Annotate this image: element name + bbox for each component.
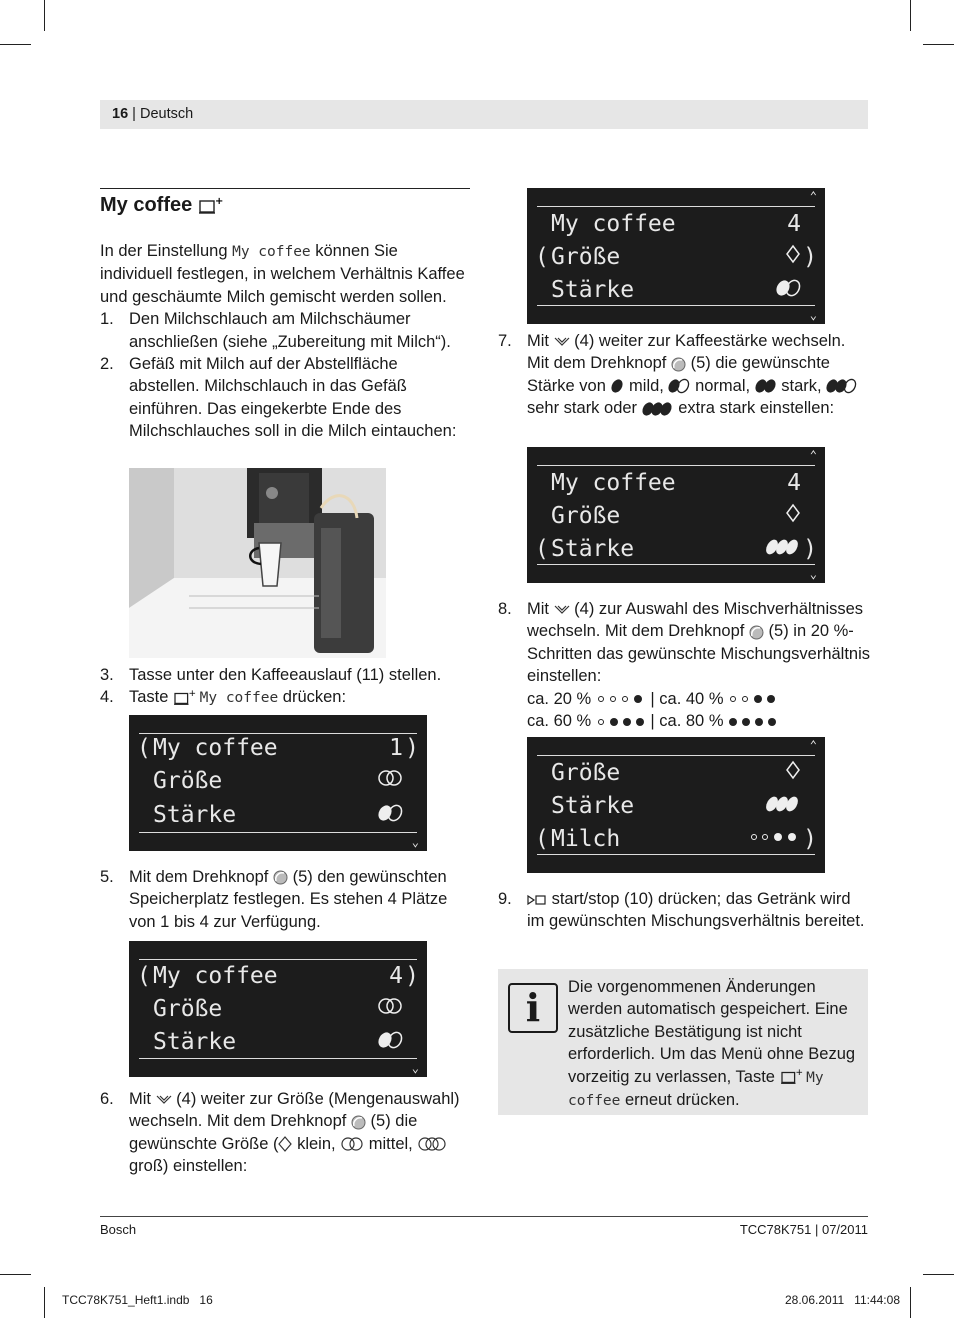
lcd-row [535, 500, 817, 533]
strength-normal-icon [668, 378, 690, 394]
my-coffee-icon [198, 196, 222, 216]
bracket-left-icon: ( [535, 536, 549, 562]
lcd-row [535, 790, 817, 823]
ratio-20: ca. 20 % [527, 689, 592, 708]
bracket-left-icon: ( [137, 963, 151, 989]
step-6 [100, 1088, 472, 1178]
step-number: 1. [100, 310, 114, 329]
rotary-knob-icon [273, 870, 288, 885]
milk-ratio-dots-icon [749, 823, 801, 856]
list-item [498, 888, 868, 933]
step-text: Mit dem Drehknopf [129, 868, 273, 886]
ratio-20-dots-icon [596, 694, 646, 704]
step-text: (4) weiter zur Kaffeestärke wechseln. Mit dem Drehknopf [527, 332, 846, 373]
step-text: mild, [624, 376, 669, 395]
rotary-knob-icon [749, 625, 764, 640]
svg-text:+: + [214, 195, 224, 207]
step-text: sehr stark oder [527, 399, 642, 418]
strength-very-strong-icon [826, 378, 858, 394]
step-number: 9. [498, 890, 512, 908]
size-small-icon [785, 500, 801, 533]
list-item [498, 330, 868, 420]
my-coffee-icon [173, 689, 195, 707]
ratio-80-dots-icon [728, 717, 784, 727]
lcd-value: 4 [787, 211, 801, 237]
product-photo [129, 468, 386, 658]
intro-text: In der Einstellung [100, 242, 233, 260]
strength-extra-strong-icon [765, 790, 801, 823]
my-coffee-icon [780, 1068, 802, 1086]
strength-extra-strong-icon [765, 533, 801, 566]
step-9 [498, 888, 868, 933]
bracket-right-icon: ) [803, 244, 817, 270]
lcd-display [527, 737, 825, 873]
chevron-down-icon: ⌄ [411, 1061, 419, 1075]
strength-strong-icon [755, 378, 777, 394]
step-text-end: groß) einstellen: [129, 1157, 248, 1176]
info-icon: i [508, 983, 558, 1033]
page-header [100, 100, 868, 129]
ratio-40: ca. 40 % [659, 689, 724, 708]
ratio-60-dots-icon [596, 717, 646, 727]
lcd-label: Größe [551, 503, 621, 529]
bracket-left-icon: ( [137, 735, 151, 761]
step-text: (5) die gewünschte Stärke von [527, 354, 830, 395]
down-arrow-icon [156, 1095, 172, 1105]
slug-date: 28.06.2011 11:44:08 [785, 1293, 900, 1307]
rotary-knob-icon [351, 1115, 366, 1130]
lcd-label: My coffee [551, 470, 676, 496]
page-number: 16 [112, 106, 129, 122]
lcd-rule [537, 564, 815, 565]
list-item [100, 686, 472, 709]
lcd-row [535, 467, 817, 500]
list-item [100, 664, 472, 686]
step-number: 3. [100, 666, 114, 684]
step-number: 4. [100, 688, 114, 707]
bracket-left-icon: ( [535, 826, 549, 852]
ratio-60: ca. 60 % [527, 712, 592, 731]
lcd-label: My coffee [551, 211, 676, 237]
lcd-rule [139, 1058, 417, 1059]
lcd-row [535, 208, 817, 241]
machine-illustration [129, 468, 386, 658]
crop-mark [0, 1274, 31, 1275]
lcd-row [137, 993, 419, 1026]
size-medium-icon [377, 765, 403, 798]
step-text: Taste [129, 688, 174, 707]
step-text: (5) die gewünschte Größe ( [129, 1112, 418, 1153]
bracket-right-icon: ) [803, 536, 817, 562]
list-item [498, 598, 870, 732]
lcd-row [137, 1026, 419, 1059]
bracket-right-icon: ) [803, 826, 817, 852]
bracket-left-icon: ( [535, 244, 549, 270]
lcd-row [137, 799, 419, 832]
slug-file: TCC78K751_Heft1.indb 16 [62, 1293, 213, 1307]
step-number: 7. [498, 332, 512, 350]
lcd-display [129, 941, 427, 1077]
size-small-icon [785, 757, 801, 790]
info-text-start: Die vorgenommenen Änderungen werden automatisch gespeichert. Eine zusätzliche Bestätigung ist nicht erforderlich. Um das Menü ohne Bezug vorzeitig zu verlassen, Taste [568, 978, 856, 1086]
step-text: normal, [690, 376, 755, 395]
strength-normal-icon [775, 274, 801, 307]
step-text-end: drücken: [278, 688, 347, 707]
lcd-value: 4 [389, 963, 403, 989]
ratio-separator: | [645, 712, 660, 731]
start-stop-icon [527, 894, 547, 906]
crop-mark [923, 1274, 954, 1275]
lcd-row [535, 274, 817, 307]
step-7 [498, 330, 868, 420]
lcd-display [527, 188, 825, 324]
lcd-display [527, 447, 825, 583]
step-text-end: (5) den gewünschten Speicherplatz festlegen. Es stehen 4 Plätze von 1 bis 4 zur Verfügung. [129, 868, 448, 931]
down-arrow-icon [554, 605, 570, 615]
lcd-display [129, 715, 427, 851]
intro-text-end: können Sie individuell festlegen, in welchem Verhältnis Kaffee und geschäumte Milch gemischt werden sollen. [100, 242, 465, 306]
crop-mark [910, 0, 911, 31]
section-title [100, 192, 222, 218]
ratio-40-dots-icon [728, 694, 778, 704]
intro-paragraph [100, 240, 472, 308]
chevron-up-icon: ⌃ [809, 448, 817, 462]
rotary-knob-icon [671, 357, 686, 372]
size-large-icon [417, 1136, 447, 1152]
chevron-down-icon: ⌄ [809, 567, 817, 581]
lcd-rule [537, 755, 815, 756]
lcd-label: Milch [551, 826, 621, 852]
bracket-right-icon: ) [405, 735, 419, 761]
lcd-row [535, 757, 817, 790]
step-number: 6. [100, 1090, 114, 1108]
step-text: stark, [776, 376, 827, 395]
size-small-icon [785, 241, 801, 274]
step-text: (4) zur Auswahl des Mischverhältnisses wechseln. Mit dem Drehknopf [527, 600, 864, 641]
header-separator: | [128, 106, 140, 122]
list-item [100, 353, 472, 443]
heading-rule [100, 188, 470, 189]
step-text: Mit [527, 600, 554, 618]
lcd-label: Stärke [153, 1029, 237, 1055]
chevron-up-icon: ⌃ [809, 738, 817, 752]
lcd-value: 4 [787, 470, 801, 496]
size-medium-icon [340, 1136, 364, 1152]
svg-text:+: + [188, 689, 197, 700]
chevron-up-icon: ⌃ [809, 189, 817, 203]
lcd-rule [537, 206, 815, 207]
info-mono: My coffee [568, 1069, 824, 1110]
crop-mark [0, 44, 31, 45]
list-item [100, 1088, 472, 1178]
step-number: 8. [498, 600, 512, 618]
lcd-rule [537, 465, 815, 466]
step-text: Mit [129, 1090, 156, 1108]
lcd-label: My coffee [153, 735, 278, 761]
strength-extra-strong-icon [642, 401, 674, 417]
crop-mark [44, 0, 45, 31]
step-text-end: extra stark einstellen: [673, 399, 835, 418]
step-number: 2. [100, 355, 114, 374]
crop-mark [44, 1287, 45, 1318]
left-column [100, 240, 472, 443]
svg-text:+: + [795, 1068, 803, 1079]
footer-doc: TCC78K751 | 07/2011 [739, 1222, 868, 1237]
footer-rule [100, 1216, 868, 1217]
step-8 [498, 598, 870, 732]
ratio-separator: | [645, 689, 660, 708]
step-text: Mit [527, 332, 554, 350]
lcd-label: Größe [153, 996, 223, 1022]
lcd-label: Stärke [551, 277, 635, 303]
bracket-right-icon: ) [405, 963, 419, 989]
step-text: klein, [292, 1134, 341, 1153]
lcd-label: Stärke [551, 536, 635, 562]
list-item [100, 866, 472, 933]
lcd-row [137, 765, 419, 798]
lcd-label: Größe [551, 244, 621, 270]
section-title-text: My coffee [100, 194, 193, 216]
intro-mono: My coffee [232, 244, 311, 260]
step-text: Tasse unter den Kaffeeauslauf (11) stellen. [129, 666, 442, 684]
step-number: 5. [100, 868, 114, 886]
lcd-rule [139, 832, 417, 833]
info-text [568, 976, 868, 1112]
chevron-down-icon: ⌄ [411, 835, 419, 849]
lcd-row-selected [535, 823, 817, 856]
lcd-row-selected [137, 960, 419, 993]
header-language: Deutsch [139, 106, 194, 122]
down-arrow-icon [554, 337, 570, 347]
step-5 [100, 866, 472, 933]
list-item [100, 308, 472, 353]
lcd-rule [537, 854, 815, 855]
lcd-label: My coffee [153, 963, 278, 989]
left-column-cont [100, 664, 472, 710]
strength-normal-icon [377, 799, 403, 832]
strength-normal-icon [377, 1026, 403, 1059]
ratio-80: ca. 80 % [659, 712, 724, 731]
step-text: (5) in 20 %-Schritten das gewünschte Mischungsverhältnis einstellen: [527, 622, 871, 686]
lcd-rule [537, 305, 815, 306]
footer-brand: Bosch [100, 1222, 137, 1237]
size-small-icon [278, 1136, 292, 1152]
step-text: Gefäß mit Milch auf der Abstellfläche abstellen. Milchschlauch in das Gefäß einführen. Das eingekerbte Ende des Milchschlauches soll in die Milch eintauchen: [129, 355, 457, 441]
lcd-label: Stärke [153, 802, 237, 828]
lcd-row-selected [535, 241, 817, 274]
info-text-end: erneut drücken. [620, 1091, 740, 1110]
lcd-label: Größe [153, 768, 223, 794]
step-text: (4) weiter zur Größe (Mengenauswahl) wechseln. Mit dem Drehknopf [129, 1090, 460, 1131]
strength-mild-icon [610, 378, 624, 394]
chevron-down-icon: ⌄ [809, 308, 817, 322]
info-box [498, 969, 868, 1115]
step-mono: My coffee [199, 690, 279, 707]
step-text: start/stop (10) drücken; das Getränk wird im gewünschten Mischungsverhältnis bereitet. [527, 890, 865, 931]
lcd-value: 1 [389, 735, 403, 761]
crop-mark [910, 1287, 911, 1318]
crop-mark [923, 44, 954, 45]
lcd-label: Größe [551, 760, 621, 786]
step-text: Den Milchschlauch am Milchschäumer anschließen (siehe „Zubereitung mit Milch“). [129, 310, 451, 351]
lcd-label: Stärke [551, 793, 635, 819]
lcd-row-selected [535, 533, 817, 566]
size-medium-icon [377, 993, 403, 1026]
lcd-row-selected [137, 732, 419, 765]
step-text: mittel, [364, 1134, 418, 1153]
